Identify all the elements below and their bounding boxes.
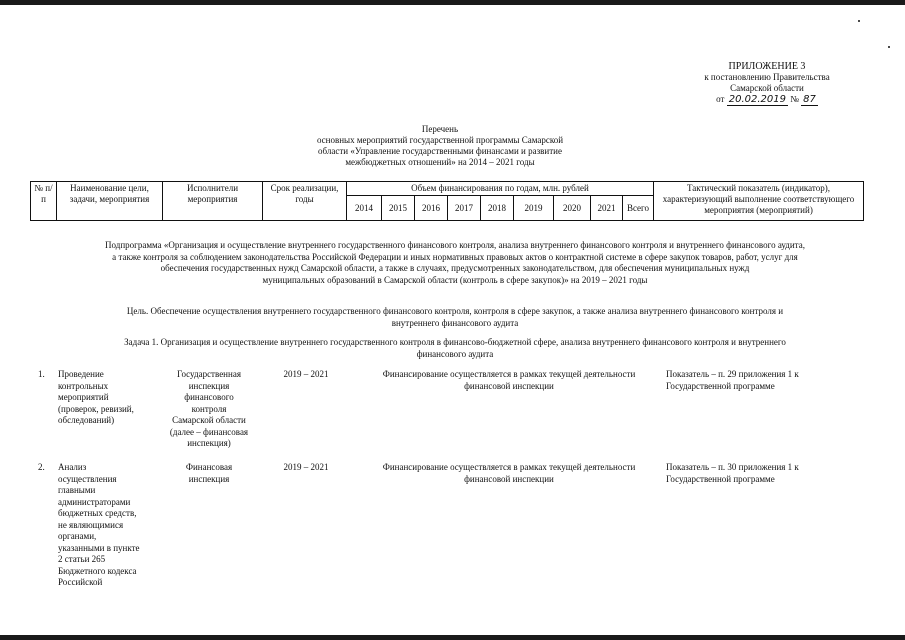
from-label: от	[716, 94, 725, 104]
header-executors: Исполнители мероприятия	[163, 182, 263, 221]
row-name-line: 2 статьи 265	[58, 554, 106, 564]
appendix-header	[660, 61, 874, 105]
row-funding	[350, 369, 668, 392]
header-indicator: Тактический показатель (индикатор), характеризующий выполнение соответствующего мероприятия (мероприятий)	[654, 182, 864, 221]
row-indicator	[666, 369, 866, 392]
scan-bottom-border	[0, 635, 905, 640]
header-year: 2014	[347, 196, 382, 221]
header-total: Всего	[623, 196, 654, 221]
header-year: 2018	[481, 196, 514, 221]
appendix-date-line	[660, 94, 874, 105]
header-year: 2020	[554, 196, 591, 221]
row-executor-line: инспекция	[188, 380, 230, 391]
row-executor-line: Самарской области	[172, 415, 246, 425]
row-indicator	[666, 462, 866, 485]
row-term: 2019 – 2021	[283, 462, 329, 472]
subprogram-line: муниципальных образований в Самарской области (контроль в сфере закупок)» на 2019 – 2021 годы	[262, 274, 648, 285]
row-name-line: Анализ	[58, 462, 87, 472]
row-number: 2.	[38, 462, 45, 472]
header-term: Срок реализации, годы	[263, 182, 347, 221]
row-term: 2019 – 2021	[283, 369, 329, 379]
row-name-line: органами,	[58, 531, 97, 541]
goal-line: Цель. Обеспечение осуществления внутреннего государственного финансового контроля, контроля в сфере закупок, а также анализа внутреннего финансового контроля и	[126, 306, 784, 316]
row-name-line: Проведение	[58, 369, 104, 379]
task-line: финансового аудита	[416, 348, 494, 359]
title-line: области «Управление государственными финансами и развитие	[318, 146, 562, 156]
row-funding-line: финансовой инспекции	[464, 473, 554, 484]
row-name-line: осуществления	[58, 473, 117, 484]
scan-speck	[888, 46, 890, 48]
row-name-line: мероприятий	[58, 392, 109, 402]
header-year: 2015	[382, 196, 415, 221]
document-title	[270, 124, 610, 168]
row-funding-line: Финансирование осуществляется в рамках текущей деятельности	[382, 462, 636, 472]
row-funding	[350, 462, 668, 485]
row-indicator-line: Государственной программе	[666, 473, 775, 484]
header-year: 2019	[514, 196, 554, 221]
header-num: № п/п	[31, 182, 57, 221]
task-line: Задача 1. Организация и осуществление внутреннего государственного контроля в финансово-бюджетной сфере, анализа внутреннего финансового контроля и внутреннего	[124, 337, 786, 347]
title-line: Перечень	[421, 124, 459, 134]
row-executor-line: Финансовая	[185, 462, 233, 472]
row-number: 1.	[38, 369, 45, 379]
handwritten-number: 87	[803, 94, 816, 105]
subprogram-line: а также контроля за соблюдением законодательства Российской Федерации и иных нормативных правовых актов о контрактной системе в сфере закупок товаров, работ, услуг для	[112, 251, 798, 262]
row-name-line: главными	[58, 485, 96, 495]
subprogram-line: Подпрограмма «Организация и осуществление внутреннего государственного финансового контроля, анализа внутреннего финансового контроля и внутреннего финансового аудита,	[105, 240, 805, 250]
row-name-line: (проверок, ревизий,	[58, 403, 134, 414]
table-header	[30, 181, 864, 221]
row-executor-line: финансового	[184, 392, 234, 402]
row-executor-line: (далее – финансовая	[169, 426, 249, 437]
row-name	[58, 462, 158, 589]
header-year: 2017	[448, 196, 481, 221]
title-line: межбюджетных отношений» на 2014 – 2021 годы	[345, 157, 535, 167]
scan-top-border	[0, 0, 905, 5]
row-name-line: обследований)	[58, 415, 115, 425]
appendix-number: ПРИЛОЖЕНИЕ 3	[728, 61, 806, 72]
row-executor-line: контроля	[191, 403, 227, 414]
row-name-line: администраторами	[58, 496, 131, 507]
row-funding-line: финансовой инспекции	[464, 380, 554, 391]
header-year: 2021	[591, 196, 623, 221]
goal-line: внутреннего финансового аудита	[391, 317, 519, 328]
row-executor-line: Государственная	[177, 369, 241, 379]
header-name: Наименование цели, задачи, мероприятия	[57, 182, 163, 221]
goal-text	[40, 306, 870, 329]
title-line: основных мероприятий государственной программы Самарской	[316, 135, 564, 145]
row-name-line: Бюджетного кодекса	[58, 565, 137, 576]
row-name-line: указанными в пункте	[58, 542, 140, 553]
row-name-line: не являющимися	[58, 519, 124, 530]
row-name-line: Российской	[58, 577, 103, 587]
row-executor-line: инспекция)	[187, 438, 231, 448]
handwritten-date: 20.02.2019	[728, 94, 786, 105]
header-year: 2016	[415, 196, 448, 221]
appendix-line-2: Самарской области	[730, 83, 804, 93]
row-name	[58, 369, 158, 427]
row-name-line: бюджетных средств,	[58, 508, 137, 518]
row-executors	[163, 369, 255, 450]
row-name-line: контрольных	[58, 380, 109, 391]
row-indicator-line: Показатель – п. 30 приложения 1 к	[666, 462, 799, 472]
row-funding-line: Финансирование осуществляется в рамках текущей деятельности	[382, 369, 636, 379]
scan-speck	[858, 20, 860, 22]
number-label: №	[790, 94, 799, 104]
row-executors	[163, 462, 255, 485]
row-indicator-line: Показатель – п. 29 приложения 1 к	[666, 369, 799, 379]
task-text	[40, 337, 870, 360]
appendix-line-1: к постановлению Правительства	[704, 72, 830, 82]
subprogram-line: обеспечения государственных нужд Самарской области, а также в случаях, предусмотренных законодательством, для обеспечения муниципальных нужд	[160, 263, 750, 273]
header-funding: Объем финансирования по годам, млн. рублей	[347, 182, 654, 196]
row-executor-line: инспекция	[188, 473, 230, 484]
row-indicator-line: Государственной программе	[666, 380, 775, 391]
subprogram-title	[22, 240, 888, 286]
